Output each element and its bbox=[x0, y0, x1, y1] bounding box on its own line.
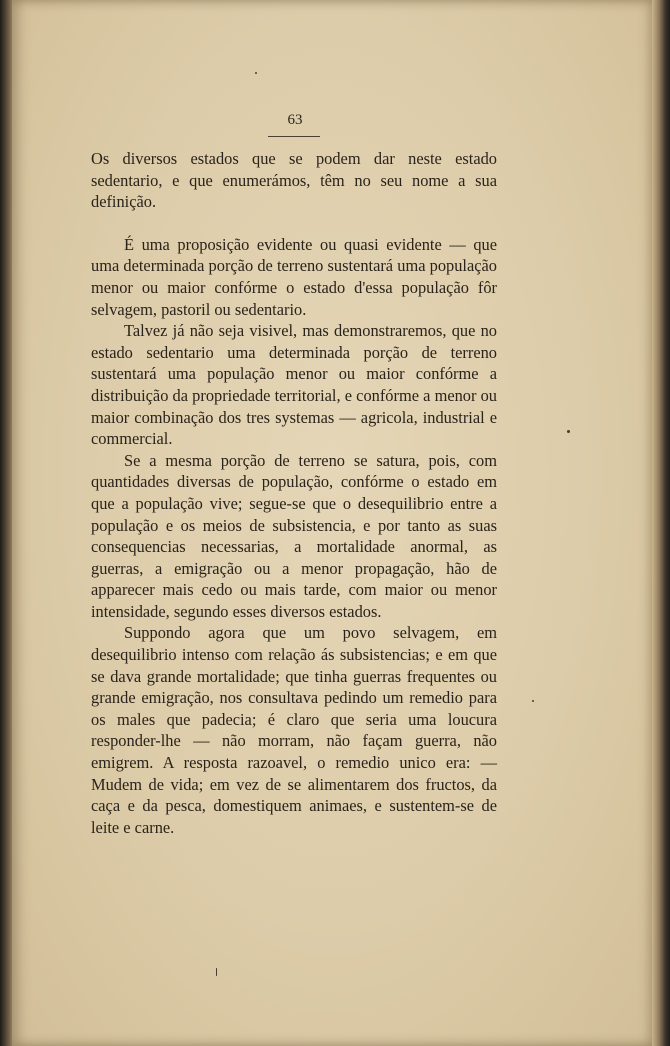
paper-speck bbox=[255, 72, 257, 74]
paper-speck bbox=[567, 430, 570, 433]
page-right-edge bbox=[652, 0, 670, 1046]
page-number: 63 bbox=[287, 112, 303, 128]
paragraph-2: É uma proposição evidente ou quasi evidente — que uma determinada porção de terreno sustentará uma população menor ou maior confórme o estado d'essa população fôr selvagem, pastoril ou sedentario. bbox=[91, 234, 497, 319]
paper-speck bbox=[532, 700, 534, 702]
paragraph-3: Talvez já não seja visivel, mas demonstraremos, que no estado sedentario uma determinada porção de terreno sustentará uma população menor ou maior confórme a distribuição da propriedade territorial, e confórme a menor ou maior combinação dos tres systemas — agricola, industrial e commercial. bbox=[91, 321, 497, 449]
paragraph-1: Os diversos estados que se podem dar neste estado sedentario, e que enumerámos, têm no seu nome a sua definição. bbox=[91, 149, 497, 212]
page-paper bbox=[12, 0, 652, 1046]
body-text bbox=[91, 148, 497, 838]
paragraph-4: Se a mesma porção de terreno se satura, pois, com quantidades diversas de população, confórme o estado em que a população vive; segue-se que o desequilibrio entre a população e os meios de subsistencia, e por tanto as suas consequencias necessarias, a mortalidade anormal, as guerras, a emigração ou a menor propagação, hão de apparecer mais cedo ou mais tarde, com maior ou menor intensidade, segundo esses diversos estados. bbox=[91, 450, 497, 621]
header-rule bbox=[268, 136, 320, 137]
paragraph-5: Suppondo agora que um povo selvagem, em desequilibrio intenso com relação ás subsistencias; e em que se dava grande mortalidade; que tinha guerras frequentes ou grande emigração, nos consultava pedindo um remedio para os males que padecia; é claro que seria uma loucura responder-lhe — não morram, não façam guerra, não emigrem. A resposta razoavel, o remedio unico era: — Mudem de vida; em vez de se alimentarem dos fructos, da caça e da pesca, domestiquem animaes, e sustentem-se de leite e carne. bbox=[91, 623, 497, 837]
paper-speck bbox=[216, 968, 217, 976]
